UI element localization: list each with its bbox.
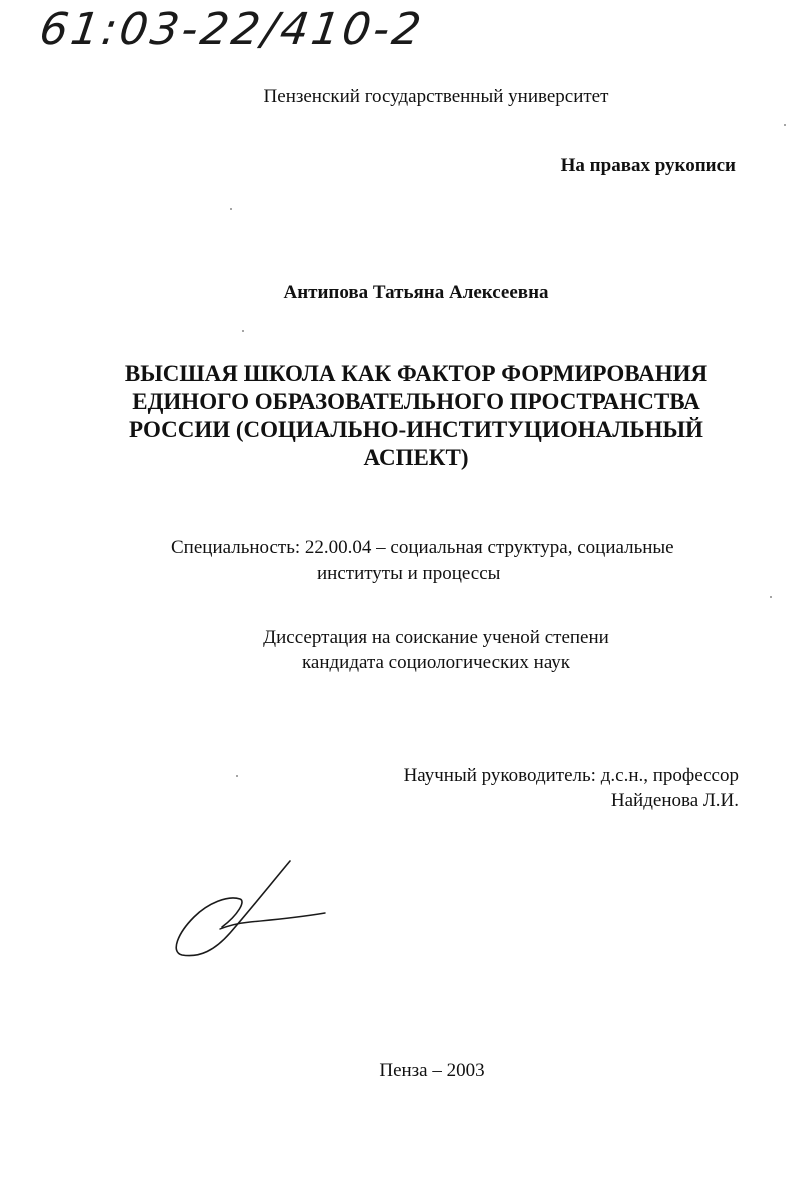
specialty-block <box>171 535 674 587</box>
archive-code-handwritten: 61:03-22/410-2 <box>36 4 427 55</box>
title-line: АСПЕКТ) <box>363 445 469 470</box>
title-line: РОССИИ (СОЦИАЛЬНО-ИНСТИТУЦИОНАЛЬНЫЙ <box>129 417 703 442</box>
dissertation-title <box>0 360 797 472</box>
title-line: ВЫСШАЯ ШКОЛА КАК ФАКТОР ФОРМИРОВАНИЯ <box>124 361 708 386</box>
signature-icon <box>170 855 340 965</box>
city-year: Пенза – 2003 <box>379 1060 485 1081</box>
specialty-line-2: институты и процессы <box>317 563 501 584</box>
scan-speck <box>230 208 232 210</box>
scan-speck <box>770 596 772 598</box>
specialty-line-1: Специальность: 22.00.04 – социальная структура, социальные <box>171 537 674 558</box>
scan-speck <box>236 775 238 777</box>
degree-statement <box>0 625 797 675</box>
scan-speck <box>242 330 244 332</box>
manuscript-rights-note: На правах рукописи <box>560 155 736 176</box>
university-name: Пензенский государственный университет <box>263 86 609 107</box>
degree-line-1: Диссертация на соискание ученой степени <box>263 627 609 648</box>
degree-line-2: кандидата социологических наук <box>301 652 571 673</box>
supervisor-line-2: Найденова Л.И. <box>610 790 739 811</box>
title-line: ЕДИНОГО ОБРАЗОВАТЕЛЬНОГО ПРОСТРАНСТВА <box>132 389 700 414</box>
scan-speck <box>784 124 786 126</box>
author-name: Антипова Татьяна Алексеевна <box>283 282 549 303</box>
supervisor-line-1: Научный руководитель: д.с.н., профессор <box>403 765 739 786</box>
supervisor-block <box>404 763 739 813</box>
